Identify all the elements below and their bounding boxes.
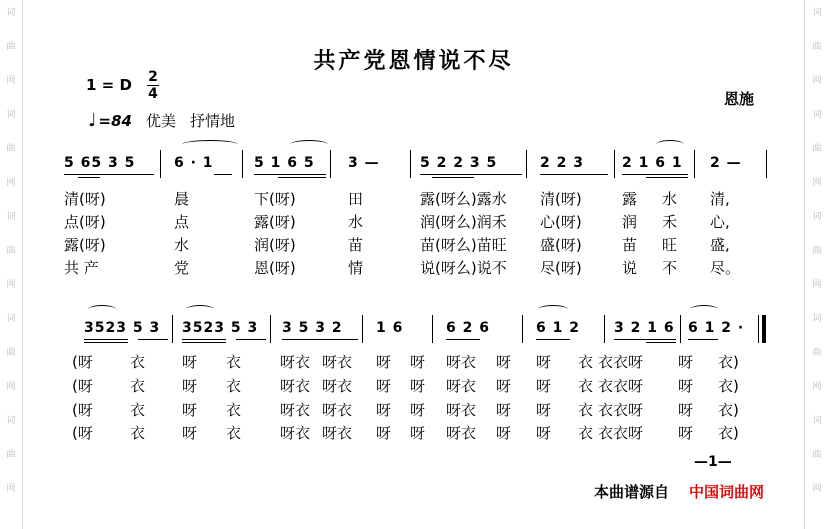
watermark-glyph: 曲 [6, 246, 16, 256]
measure-2-3: 3 5 3 2 [282, 320, 343, 336]
watermark-glyph: 网 [812, 280, 822, 290]
watermark-glyph: 曲 [6, 348, 16, 358]
page-number: —1— [694, 454, 732, 470]
measure-1-6: 2 2 3 [540, 155, 584, 171]
measure-2-8: 6 1 2 · [688, 320, 745, 336]
watermark-glyph: 网 [6, 382, 16, 392]
song-title: 共产党恩情说不尽 [313, 49, 514, 74]
measure-2-1: 3523 5 3 [84, 320, 161, 336]
measure-1-3: 5 1 6 5 [254, 155, 315, 171]
measure-2-7: 3 2 1 6 [614, 320, 675, 336]
watermark-glyph: 词 [812, 212, 822, 222]
source-label: 本曲谱源自 [594, 483, 670, 501]
expression-2: 抒情地 [189, 112, 235, 130]
watermark-glyph: 曲 [6, 144, 16, 154]
quarter-note-icon: ♩ [88, 110, 97, 131]
tempo-value: =84 [98, 112, 132, 130]
measure-1-1: 5 65 3 5 [64, 155, 136, 171]
watermark-glyph: 词 [812, 314, 822, 324]
time-signature [146, 69, 160, 102]
watermark-glyph: 曲 [812, 42, 822, 52]
measure-2-5: 6 2 6 [446, 320, 490, 336]
left-watermark-strip [0, 0, 23, 529]
watermark-glyph: 曲 [812, 450, 822, 460]
watermark-glyph: 词 [6, 8, 16, 18]
watermark-glyph: 曲 [6, 42, 16, 52]
measure-1-7: 2 1 6 1 [622, 155, 683, 171]
source-site-link[interactable]: 中国词曲网 [689, 483, 765, 501]
measure-2-2: 3523 5 3 [182, 320, 259, 336]
watermark-glyph: 曲 [812, 144, 822, 154]
measure-1-8: 2 — [710, 155, 742, 171]
key-signature: 1 = D [86, 76, 132, 94]
measure-2-6: 6 1 2 [536, 320, 580, 336]
watermark-glyph: 网 [812, 178, 822, 188]
measure-2-4: 1 6 [376, 320, 404, 336]
watermark-glyph: 网 [812, 484, 822, 494]
measure-1-2: 6 · 1 [174, 155, 214, 171]
watermark-glyph: 曲 [812, 348, 822, 358]
watermark-glyph: 词 [6, 212, 16, 222]
measure-1-4: 3 — [348, 155, 380, 171]
measure-1-5: 5 2 2 3 5 [420, 155, 498, 171]
watermark-glyph: 网 [6, 484, 16, 494]
watermark-glyph: 网 [812, 382, 822, 392]
watermark-glyph: 词 [6, 314, 16, 324]
right-watermark-strip [804, 0, 827, 529]
watermark-glyph: 词 [6, 110, 16, 120]
watermark-glyph: 网 [6, 178, 16, 188]
watermark-glyph: 曲 [812, 246, 822, 256]
author-label: 恩施 [724, 90, 755, 108]
tempo-marking [88, 110, 235, 131]
watermark-glyph: 曲 [6, 450, 16, 460]
watermark-glyph: 网 [812, 76, 822, 86]
source-credit [594, 481, 764, 502]
time-signature-top: 2 [148, 69, 158, 85]
watermark-glyph: 词 [6, 416, 16, 426]
time-signature-bottom: 4 [148, 86, 158, 102]
watermark-glyph: 词 [812, 8, 822, 18]
watermark-glyph: 词 [812, 416, 822, 426]
expression-1: 优美 [145, 112, 176, 130]
watermark-glyph: 网 [6, 76, 16, 86]
watermark-glyph: 网 [6, 280, 16, 290]
watermark-glyph: 词 [812, 110, 822, 120]
